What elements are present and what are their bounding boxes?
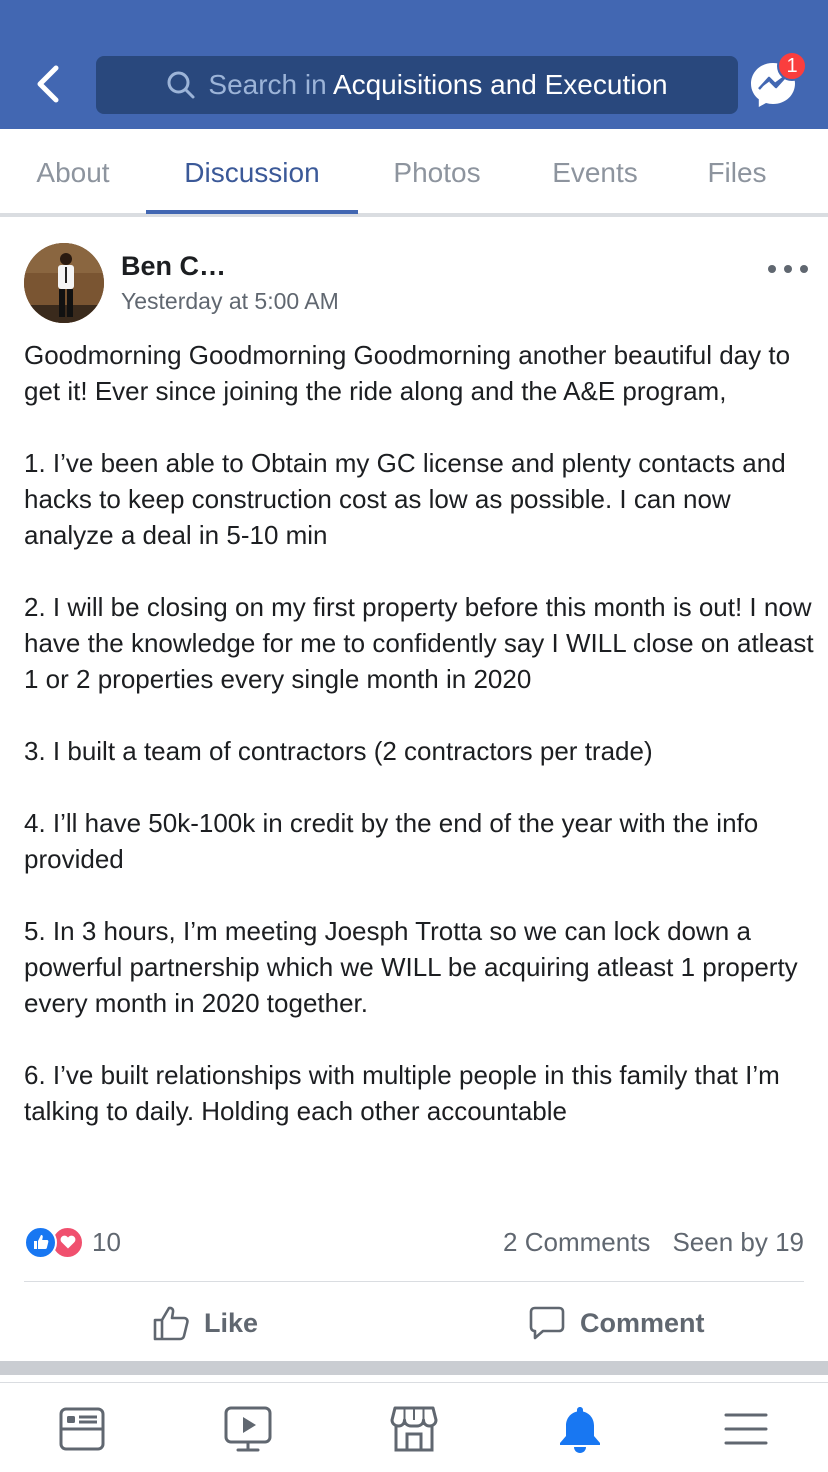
more-dots-icon: [768, 265, 776, 273]
post-text: [24, 337, 814, 1129]
more-options-button[interactable]: [768, 259, 808, 279]
divider: [24, 1281, 804, 1282]
top-bar: [0, 0, 828, 129]
more-dots-icon: [800, 265, 808, 273]
group-tabs: [0, 129, 828, 217]
tab-about[interactable]: About: [36, 157, 110, 188]
post-paragraph: 2. I will be closing on my first property before this month is out! I now have the knowledge for me to confidently say I WILL close on atleast 1 or 2 properties every single month in 2020: [24, 592, 814, 694]
post-timestamp[interactable]: Yesterday at 5:00 AM: [121, 288, 339, 314]
comment-label: Comment: [580, 1307, 705, 1338]
messenger-badge: 1: [777, 51, 807, 81]
like-button[interactable]: [152, 1291, 258, 1355]
comment-button[interactable]: [528, 1291, 705, 1355]
tab-discussion[interactable]: Discussion: [184, 157, 320, 188]
search-prefix: Search in: [208, 69, 333, 100]
nav-menu[interactable]: [718, 1401, 774, 1457]
news-feed-icon: [58, 1406, 106, 1452]
reactions-summary[interactable]: [24, 1224, 121, 1260]
like-label: Like: [204, 1307, 259, 1338]
marketplace-icon: [389, 1404, 439, 1454]
tab-files[interactable]: Files: [707, 157, 767, 188]
post-paragraph: Goodmorning Goodmorning Goodmorning another beautiful day to get it! Ever since joining the ride along and the A&E program,: [24, 340, 791, 406]
search-group-name: Acquisitions and Execution: [332, 69, 668, 100]
like-reaction-icon: [24, 1226, 57, 1259]
active-tab-indicator: [146, 210, 358, 214]
watch-video-icon: [223, 1404, 273, 1454]
more-dots-icon: [784, 265, 792, 273]
menu-icon: [723, 1410, 769, 1448]
nav-marketplace[interactable]: [386, 1401, 442, 1457]
search-input[interactable]: [96, 56, 738, 114]
post-paragraph: 4. I’ll have 50k-100k in credit by the end of the year with the info provided: [24, 808, 759, 874]
avatar[interactable]: [24, 243, 104, 323]
profile-photo: [24, 243, 104, 323]
nav-notifications[interactable]: [552, 1401, 608, 1457]
nav-news-feed[interactable]: [54, 1401, 110, 1457]
post-stats: [503, 1224, 804, 1260]
post-paragraph: 3. I built a team of contractors (2 contractors per trade): [24, 736, 653, 766]
back-arrow-icon: [35, 65, 61, 103]
notifications-bell-icon: [557, 1404, 603, 1454]
tab-events[interactable]: Events: [552, 157, 638, 188]
feed-separator: [0, 1361, 828, 1375]
comment-bubble-icon: [528, 1304, 566, 1342]
back-button[interactable]: [26, 62, 70, 106]
post-paragraph: 6. I’ve built relationships with multiple people in this family that I’m talking to daily. Holding each other accountable: [24, 1060, 780, 1126]
post-author[interactable]: Ben C…: [121, 251, 227, 281]
search-placeholder: [208, 69, 667, 101]
reaction-count: 10: [92, 1226, 121, 1257]
post-paragraph: 1. I’ve been able to Obtain my GC license and plenty contacts and hacks to keep construction cost as low as possible. I can now analyze a deal in 5-10 min: [24, 448, 786, 550]
thumbs-up-icon: [152, 1304, 190, 1342]
search-icon: [166, 70, 196, 100]
seen-by-count[interactable]: Seen by 19: [672, 1226, 804, 1257]
bottom-navigation: [0, 1382, 828, 1472]
tab-photos[interactable]: Photos: [393, 157, 481, 188]
post-paragraph: 5. In 3 hours, I’m meeting Joesph Trotta so we can lock down a powerful partnership which we WILL be acquiring atleast 1 property every month in 2020 together.: [24, 916, 798, 1018]
comments-count[interactable]: 2 Comments: [503, 1226, 651, 1257]
nav-watch[interactable]: [220, 1401, 276, 1457]
